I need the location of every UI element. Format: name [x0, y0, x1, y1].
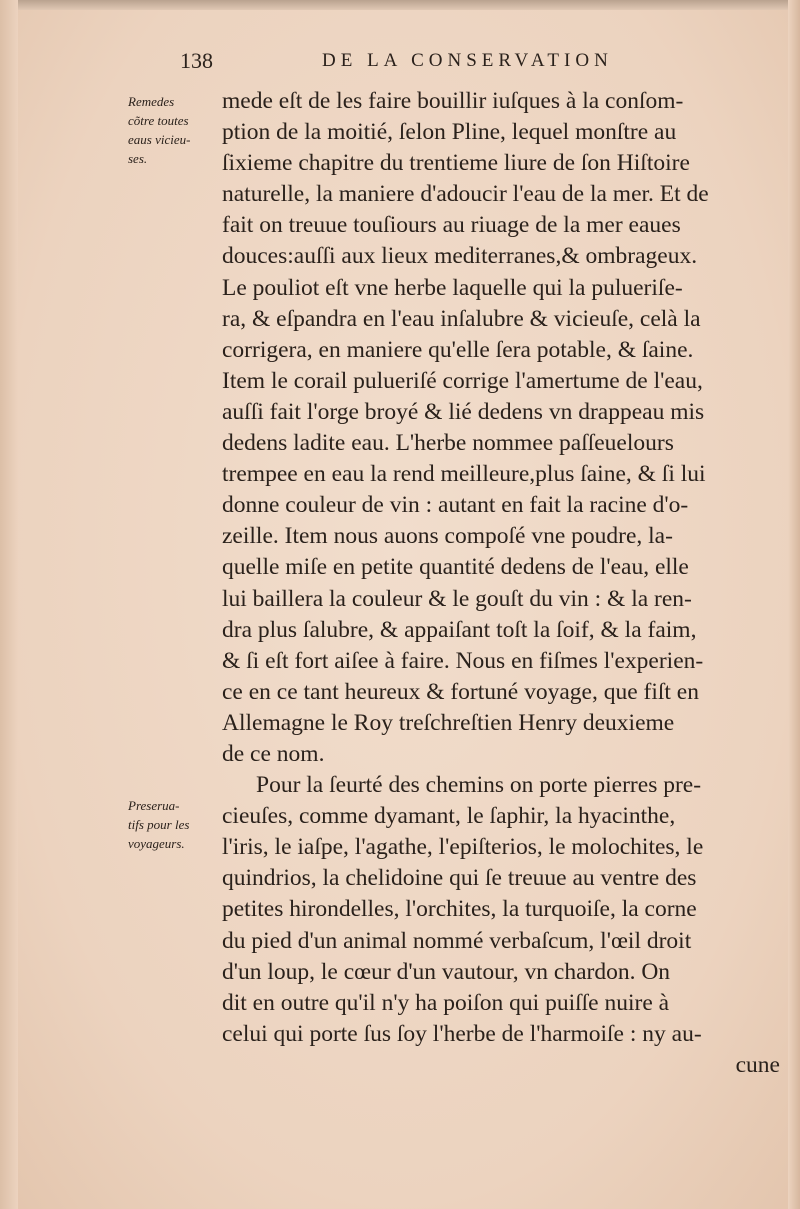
text-line: ſixieme chapitre du trentieme liure de ſon Hiſtoire: [222, 150, 690, 177]
text-line: zeille. Item nous auons compoſé vne poudre, la-: [222, 523, 673, 550]
page-number: 138: [180, 48, 213, 73]
text-line: & ſi eſt fort aiſee à faire. Nous en fiſmes l'experien-: [222, 647, 704, 674]
text-line: ce en ce tant heureux & fortuné voyage, que fiſt en: [222, 678, 699, 705]
text-line: petites hirondelles, l'orchites, la turquoiſe, la corne: [222, 896, 697, 923]
text-line: fait on treuue touſiours au riuage de la mer eaues: [222, 212, 681, 239]
text-line: d'un loup, le cœur d'un vautour, vn chardon. On: [222, 958, 671, 985]
text-line: cieuſes, comme dyamant, le ſaphir, la hyacinthe,: [222, 803, 676, 830]
paragraph-first-line: Pour la ſeurté des chemins on porte pierres pre-: [256, 772, 702, 799]
text-line: dra plus ſalubre, & appaiſant toſt la ſoif, & la faim,: [222, 616, 697, 643]
text-line: Le pouliot eſt vne herbe laquelle qui la pulueriſe-: [222, 274, 683, 301]
page-gutter: [0, 0, 18, 1209]
marginal-line: ses.: [128, 151, 148, 166]
text-line: naturelle, la maniere d'adoucir l'eau de la mer. Et de: [222, 181, 709, 208]
marginal-note-remedies: [128, 92, 216, 168]
marginal-line: tifs pour les: [128, 817, 190, 832]
text-line: ption de la moitié, ſelon Pline, lequel monſtre au: [222, 119, 677, 146]
text-line: l'iris, le iaſpe, l'agathe, l'epiſterios, le molochites, le: [222, 834, 704, 861]
text-line: donne couleur de vin : autant en fait la racine d'o-: [222, 492, 689, 519]
marginal-line: cõtre toutes: [128, 113, 189, 128]
page-top-edge: [0, 0, 800, 10]
text-line: dedens ladite eau. L'herbe nommee paſſeuelours: [222, 430, 674, 457]
text-line: corrigera, en maniere qu'elle ſera potable, & ſaine.: [222, 336, 694, 363]
text-line: douces:auſſi aux lieux mediterranes,& ombrageux.: [222, 243, 698, 270]
marginal-line: Remedes: [128, 94, 175, 109]
page-header: [180, 48, 740, 78]
text-line: mede eſt de les faire bouillir iuſques à la conſom-: [222, 88, 684, 114]
body-text: [222, 86, 790, 1081]
text-line: ra, & eſpandra en l'eau inſalubre & vicieuſe, celà la: [222, 305, 701, 332]
text-line: quindrios, la chelidoine qui ſe treuue au ventre des: [222, 865, 697, 892]
text-line: auſſi fait l'orge broyé & lié dedens vn drappeau mis: [222, 398, 705, 425]
catchword: cune: [735, 1051, 780, 1078]
marginal-line: voyageurs.: [128, 836, 185, 851]
text-line: Item le corail pulueriſé corrige l'amertume de l'eau,: [222, 367, 703, 394]
text-line: Allemagne le Roy treſchreſtien Henry deuxieme: [222, 709, 675, 736]
text-line: lui baillera la couleur & le gouſt du vin : & la ren-: [222, 585, 692, 612]
marginal-line: eaus vicieu-: [128, 132, 191, 147]
text-line: dit en outre qu'il n'y ha poiſon qui puiſſe nuire à: [222, 989, 670, 1016]
text-line: celui qui porte ſus ſoy l'herbe de l'harmoiſe : ny au-: [222, 1020, 702, 1047]
marginal-line: Preserua-: [128, 798, 180, 813]
running-head: DE LA CONSERVATION: [322, 50, 613, 71]
text-line: trempee en eau la rend meilleure,plus ſaine, & ſi lui: [222, 461, 706, 488]
marginal-note-travelers: [128, 796, 216, 853]
text-line: du pied d'un animal nommé verbaſcum, l'œil droit: [222, 927, 692, 954]
text-line: de ce nom.: [222, 740, 325, 767]
text-line: quelle miſe en petite quantité dedens de l'eau, elle: [222, 554, 689, 581]
